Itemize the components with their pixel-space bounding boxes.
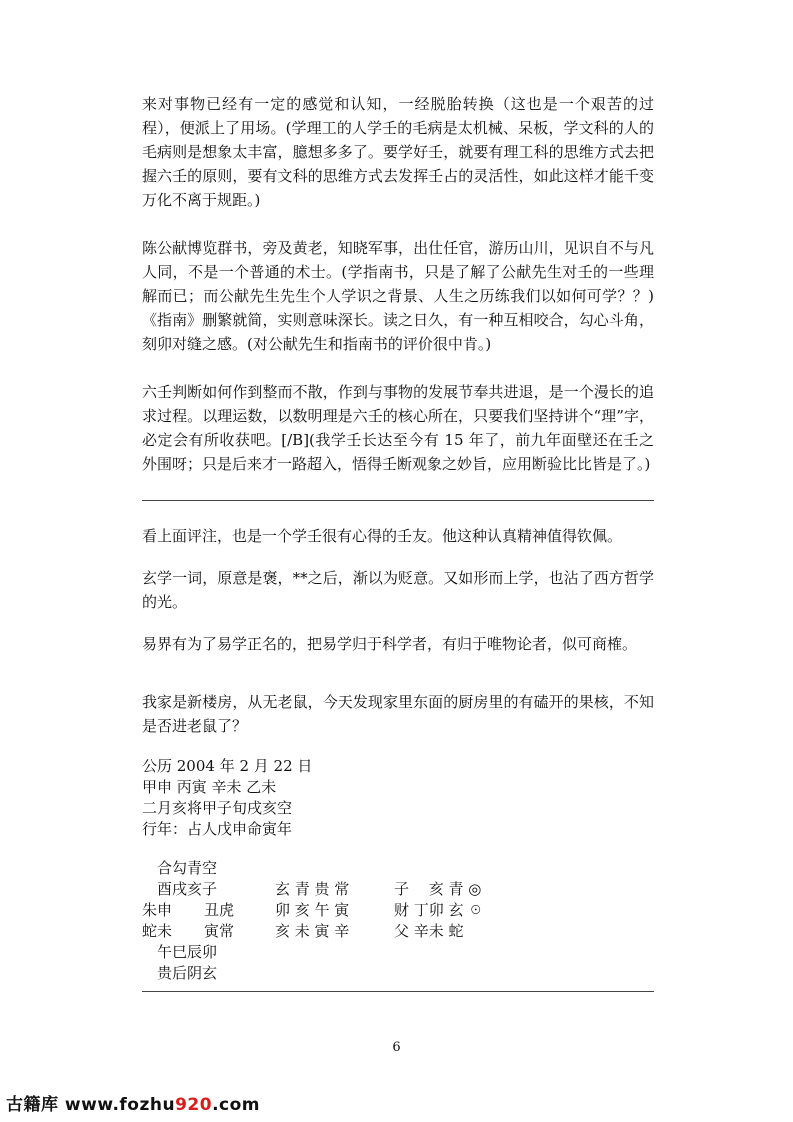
footer-site: 古籍库 www.fozhu <box>6 1095 176 1115</box>
chart-right-2: 寅常 <box>204 922 235 940</box>
chart-left-1: 朱申 <box>142 901 173 919</box>
paragraph-5: 玄学一词，原意是褒，**之后，渐以为贬意。又如形而上学，也沾了西方哲学的光。 <box>142 569 654 611</box>
paragraph-3: 六壬判断如何作到整而不散，作到与事物的发展节奉共进退，是一个漫长的追求过程。以理运数，以数明理是六壬的核心所在，只要我们坚持讲个“理”字，必定会有所收获吧。[/B](我学壬长达至今有 15 年了，前九年面壁还在壬之外围呀；只是后来才一路超入，悟得壬断观象之妙旨，应用断验比比皆是了。) <box>142 383 654 473</box>
footer-watermark <box>6 1090 260 1115</box>
paragraph-6: 易界有为了易学正名的，把易学归于科学者，有归于唯物论者，似可商榷。 <box>142 635 638 653</box>
document-body <box>142 92 654 992</box>
paragraph-1: 来对事物已经有一定的感觉和认知，一经脱胎转换（这也是一个艰苦的过程），便派上了用场。(学理工的人学壬的毛病是太机械、呆板，学文科的人的毛病则是想象太丰富，臆想多多了。要学好壬，就要有理工科的思维方式去把握六壬的原则，要有文科的思维方式去发挥壬占的灵活性，如此这样才能千变万化不离于规距。) <box>142 95 654 209</box>
ganzhi-line: 甲申 丙寅 辛未 乙未 <box>142 778 277 796</box>
footer-num: 920 <box>175 1095 213 1115</box>
ke-upper: 卯 亥 午 寅 <box>275 901 350 919</box>
chart-top-branches: 酉戌亥子 <box>157 880 218 898</box>
date-line: 公历 2004 年 2 月 22 日 <box>142 757 313 775</box>
chart-left-2: 蛇未 <box>142 922 173 940</box>
ke-gods: 玄 青 贵 常 <box>275 880 350 898</box>
page-number: 6 <box>392 1040 401 1055</box>
chart-top-gods: 合勾青空 <box>157 859 218 877</box>
chart-bottom-gods: 贵后阴玄 <box>157 964 218 982</box>
age-line: 行年：占人戊申命寅年 <box>142 820 293 838</box>
ke-lower: 亥 未 寅 辛 <box>275 922 350 940</box>
divider-bottom <box>142 991 654 992</box>
chuan-3: 父 辛未 蛇 <box>394 922 464 940</box>
paragraph-2: 陈公献博览群书，旁及黄老，知晓军事，出仕任官，游历山川，见识自不与凡人同，不是一个普通的术士。(学指南书，只是了解了公献先生对壬的一些理解而已；而公献先生先生个人学识之背景、人生之历练我们以如何可学？？)《指南》删繁就简，实则意味深长。读之日久，有一种互相咬合，勾心斗角，刻卯对缝之感。(对公献先生和指南书的评价很中肯。) <box>142 239 654 353</box>
chuan-2: 财 丁卯 玄 ☉ <box>394 901 484 919</box>
chart-right-1: 丑虎 <box>204 901 235 919</box>
divider-top <box>142 500 654 501</box>
liuren-chart <box>142 858 654 983</box>
chart-bottom-branches: 午巳辰卯 <box>157 943 218 961</box>
general-line: 二月亥将甲子旬戌亥空 <box>142 799 293 817</box>
footer-tld: .com <box>212 1095 261 1115</box>
paragraph-4: 看上面评注，也是一个学壬很有心得的壬友。他这种认真精神值得钦佩。 <box>142 527 623 545</box>
chuan-1: 子 亥 青 ◎ <box>394 880 482 898</box>
paragraph-7: 我家是新楼房，从无老鼠，今天发现家里东面的厨房里的有磕开的果核，不知是否进老鼠了？ <box>142 693 654 735</box>
